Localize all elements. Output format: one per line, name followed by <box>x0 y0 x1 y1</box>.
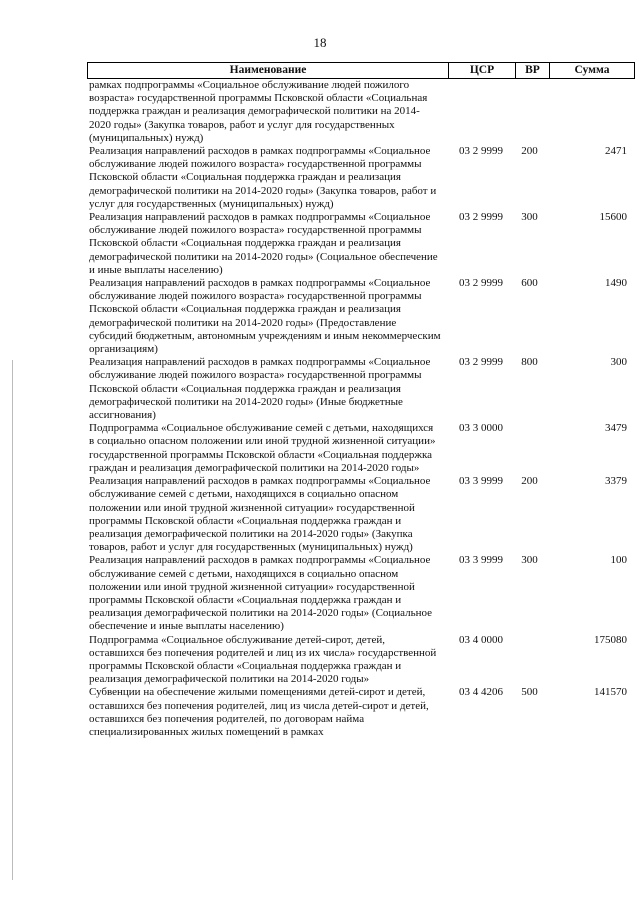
row-sum: 100 <box>610 554 627 567</box>
row-vr: 600 <box>521 277 538 290</box>
row-name: Реализация направлений расходов в рамках подпрограммы «Социальное обслуживание людей пожилого возраста» государственной программы Псковской области «Социальная поддержка граждан и реализация демографической политики на 2014-2020 годы» (Социальное обеспечение и иные выплаты населению) <box>89 211 438 276</box>
row-name: Реализация направлений расходов в рамках подпрограммы «Социальное обслуживание людей пожилого возраста» государственной программы Псковской области «Социальная поддержка граждан и реализация демографической политики на 2014-2020 годы» (Предоставление субсидий бюджетным, автономным учреждениям и иным некоммерческим организациям) <box>89 277 441 356</box>
table-row <box>87 422 635 475</box>
table-row <box>87 211 635 277</box>
row-name: рамках подпрограммы «Социальное обслуживание людей пожилого возраста» государственной программы Псковской области «Социальная поддержка граждан и реализация демографической политики на 2014-2020 годы» (Закупка товаров, работ и услуг для государственных (муниципальных) нужд) <box>89 79 428 144</box>
row-csr: 03 2 9999 <box>459 211 503 224</box>
row-csr: 03 2 9999 <box>459 277 503 290</box>
row-name: Подпрограмма «Социальное обслуживание детей-сирот, детей, оставшихся без попечения родителей и лиц из их числа» государственной программы Псковской области «Социальная поддержка граждан и реализация демографической политики на 2014-2020 годы» <box>89 633 437 686</box>
row-vr: 800 <box>521 356 538 369</box>
row-sum: 1490 <box>605 277 627 290</box>
row-sum: 300 <box>610 356 627 369</box>
row-name: Реализация направлений расходов в рамках подпрограммы «Социальное обслуживание семей с детьми, находящихся в социально опасном положении или иной трудной жизненной ситуации» государственной программы Псковской области «Социальная поддержка граждан и реализация демографической политики на 2014-2020 годы» (Закупка товаров, работ и услуг для государственных (муниципальных) нужд) <box>89 475 431 554</box>
row-vr: 500 <box>521 686 538 699</box>
row-vr: 200 <box>521 475 538 488</box>
table-row <box>87 145 635 211</box>
page-number: 18 <box>313 35 327 50</box>
table-row <box>87 79 635 145</box>
row-sum: 2471 <box>605 145 627 158</box>
budget-table <box>87 62 635 739</box>
row-csr: 03 2 9999 <box>459 145 503 158</box>
row-csr: 03 4 4206 <box>459 686 503 699</box>
row-name: Реализация направлений расходов в рамках подпрограммы «Социальное обслуживание людей пожилого возраста» государственной программы Псковской области «Социальная поддержка граждан и реализация демографической политики на 2014-2020 годы» (Закупка товаров, работ и услуг для государственных (муниципальных) нужд) <box>89 145 437 210</box>
row-name: Реализация направлений расходов в рамках подпрограммы «Социальное обслуживание семей с детьми, находящихся в социально опасном положении или иной трудной жизненной ситуации» государственной программы Псковской области «Социальная поддержка граждан и реализация демографической политики на 2014-2020 годы» (Социальное обеспечение и иные выплаты населению) <box>89 554 433 633</box>
table-header <box>87 62 635 79</box>
row-csr: 03 2 9999 <box>459 356 503 369</box>
table-row <box>87 277 635 356</box>
row-csr: 03 3 9999 <box>459 475 503 488</box>
row-csr <box>447 79 513 145</box>
table-row <box>87 554 635 633</box>
row-name: Подпрограмма «Социальное обслуживание семей с детьми, находящихся в социально опасном положении или иной трудной жизненной ситуации» государственной программы Псковской области «Социальная поддержка граждан и реализация демографической политики на 2014-2020 годы» <box>89 422 436 474</box>
row-vr <box>513 634 546 687</box>
table-row <box>87 686 635 739</box>
row-name: Реализация направлений расходов в рамках подпрограммы «Социальное обслуживание людей пожилого возраста» государственной программы Псковской области «Социальная поддержка граждан и реализация демографической политики на 2014-2020 годы» (Иные бюджетные ассигнования) <box>89 356 431 422</box>
header-vr: ВР <box>516 63 550 78</box>
table-row <box>87 475 635 554</box>
page-edge-line <box>12 360 13 880</box>
row-sum <box>546 79 635 145</box>
table-row <box>87 634 635 687</box>
header-sum: Сумма <box>574 64 610 76</box>
row-csr: 03 4 0000 <box>459 633 503 646</box>
table-body <box>87 79 635 739</box>
row-sum: 15600 <box>599 211 627 224</box>
row-name: Субвенции на обеспечение жилыми помещениями детей-сирот и детей, оставшихся без попечения родителей, лиц из числа детей-сирот и детей, оставшихся без попечения родителей, по договорам найма специализированных жилых помещений в рамках <box>89 686 429 738</box>
row-csr: 03 3 9999 <box>459 554 503 567</box>
header-name: Наименование <box>88 63 449 78</box>
row-sum: 141570 <box>594 686 627 699</box>
row-sum: 3479 <box>605 422 627 435</box>
row-vr: 300 <box>521 554 538 567</box>
row-vr <box>513 422 546 475</box>
table-row <box>87 356 635 422</box>
header-csr: ЦСР <box>449 63 516 78</box>
row-sum: 3379 <box>605 475 627 488</box>
row-vr <box>513 79 546 145</box>
row-sum: 175080 <box>594 633 627 646</box>
row-vr: 300 <box>521 211 538 224</box>
row-vr: 200 <box>521 145 538 158</box>
row-csr: 03 3 0000 <box>459 422 503 435</box>
